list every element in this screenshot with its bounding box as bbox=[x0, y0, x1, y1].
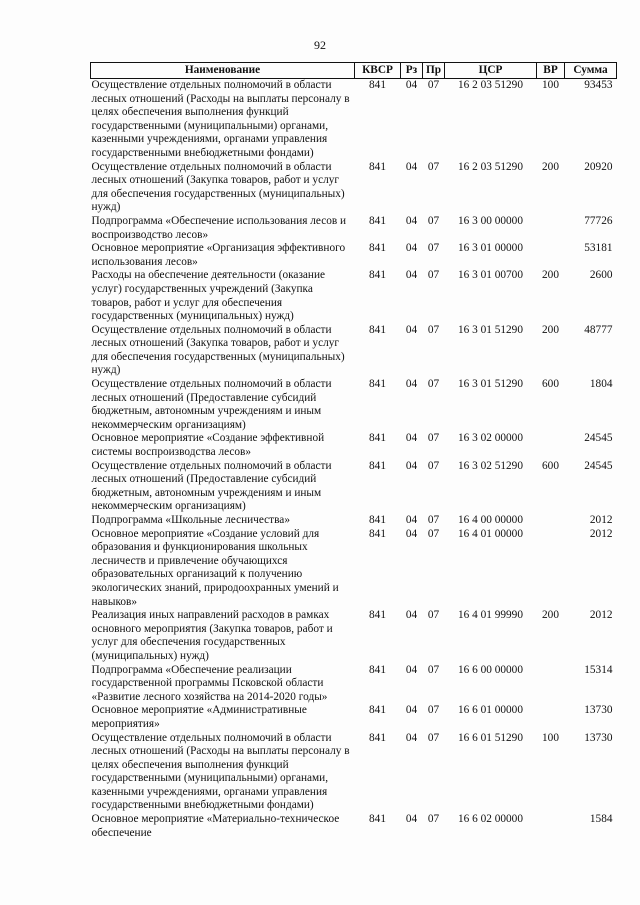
cell-name: Основное мероприятие «Административные мероприятия» bbox=[91, 704, 307, 730]
cell-vr bbox=[537, 432, 565, 459]
cell-kvsr: 841 bbox=[369, 459, 386, 472]
table-header bbox=[91, 63, 617, 79]
budget-table bbox=[90, 62, 617, 840]
cell-pr: 07 bbox=[427, 704, 440, 717]
cell-pr: 07 bbox=[427, 378, 440, 391]
cell-pr: 07 bbox=[427, 459, 440, 472]
cell-rz: 04 bbox=[405, 323, 418, 336]
cell-pr: 07 bbox=[427, 79, 440, 91]
cell-kvsr: 841 bbox=[369, 378, 386, 391]
cell-kvsr: 841 bbox=[369, 242, 386, 255]
cell-sum: 15314 bbox=[584, 663, 613, 676]
cell-sum: 13730 bbox=[584, 704, 613, 717]
cell-kvsr: 841 bbox=[369, 514, 386, 526]
cell-name: Осуществление отдельных полномочий в области лесных отношений (Закупка товаров, работ и услуг для обеспечения государственных (муниципальных) нужд) bbox=[91, 323, 345, 377]
cell-kvsr: 841 bbox=[369, 323, 386, 336]
cell-kvsr: 841 bbox=[369, 269, 386, 282]
cell-rz: 04 bbox=[405, 459, 418, 472]
cell-name: Реализация иных направлений расходов в рамках основного мероприятия (Закупка товаров, работ и услуг для обеспечения государственных (муниципальных) нужд) bbox=[91, 609, 333, 662]
cell-name: Основное мероприятие «Организация эффективного использования лесов» bbox=[91, 242, 346, 268]
cell-pr: 07 bbox=[427, 663, 440, 676]
cell-csr: 16 4 01 00000 bbox=[458, 527, 523, 540]
cell-sum: 1804 bbox=[589, 378, 613, 391]
cell-csr: 16 3 01 51290 bbox=[458, 378, 523, 391]
header-row bbox=[91, 63, 617, 79]
cell-kvsr: 841 bbox=[369, 731, 386, 744]
cell-pr: 07 bbox=[427, 432, 440, 445]
cell-rz: 04 bbox=[405, 527, 418, 540]
cell-kvsr: 841 bbox=[369, 609, 386, 622]
cell-sum: 93453 bbox=[584, 79, 613, 91]
cell-vr bbox=[537, 704, 565, 731]
cell-pr: 07 bbox=[427, 214, 440, 227]
cell-sum: 2600 bbox=[589, 269, 613, 282]
cell-sum: 1584 bbox=[589, 813, 613, 826]
cell-csr: 16 3 01 51290 bbox=[458, 323, 523, 336]
cell-pr: 07 bbox=[427, 609, 440, 622]
table-row bbox=[91, 528, 617, 610]
cell-vr: 100 bbox=[542, 731, 559, 744]
cell-sum: 2012 bbox=[589, 514, 613, 526]
table-row bbox=[91, 514, 617, 528]
cell-pr: 07 bbox=[427, 527, 440, 540]
cell-pr: 07 bbox=[427, 813, 440, 826]
cell-name: Осуществление отдельных полномочий в области лесных отношений (Расходы на выплаты персоналу в целях обеспечения выполнения функций государственными (муниципальными) органами, казенными учреждениями, органами управления государственными внебюджетными фондами) bbox=[91, 79, 350, 159]
cell-rz: 04 bbox=[405, 813, 418, 826]
cell-kvsr: 841 bbox=[369, 432, 386, 445]
table-row bbox=[91, 704, 617, 731]
cell-name: Основное мероприятие «Материально-техническое обеспечение bbox=[91, 813, 340, 839]
cell-name: Осуществление отдельных полномочий в области лесных отношений (Предоставление субсидий бюджетным, автономным учреждениям и иным некоммерческим организациям) bbox=[91, 378, 332, 431]
cell-sum: 13730 bbox=[584, 731, 613, 744]
table-row bbox=[91, 460, 617, 514]
cell-name: Осуществление отдельных полномочий в области лесных отношений (Предоставление субсидий бюджетным, автономным учреждениям и иным некоммерческим организациям) bbox=[91, 459, 332, 513]
cell-rz: 04 bbox=[405, 731, 418, 744]
cell-rz: 04 bbox=[405, 79, 418, 91]
cell-sum: 77726 bbox=[584, 214, 613, 227]
table-row bbox=[91, 378, 617, 432]
cell-sum: 24545 bbox=[584, 432, 613, 445]
cell-csr: 16 6 01 51290 bbox=[458, 731, 523, 744]
cell-vr bbox=[537, 514, 565, 528]
cell-vr: 200 bbox=[542, 160, 559, 173]
cell-vr bbox=[537, 242, 565, 269]
cell-rz: 04 bbox=[405, 704, 418, 717]
table-row bbox=[91, 432, 617, 459]
header-pr: Пр bbox=[423, 63, 445, 79]
cell-name: Основное мероприятие «Создание эффективной системы воспроизводства лесов» bbox=[91, 432, 325, 459]
table-row bbox=[91, 609, 617, 663]
cell-pr: 07 bbox=[427, 731, 440, 744]
table-row bbox=[91, 215, 617, 242]
table-row bbox=[91, 732, 617, 814]
cell-vr bbox=[537, 813, 565, 840]
cell-vr: 200 bbox=[542, 323, 559, 336]
cell-csr: 16 3 02 00000 bbox=[458, 432, 523, 445]
cell-csr: 16 3 01 00000 bbox=[458, 242, 523, 255]
cell-vr bbox=[537, 528, 565, 610]
cell-pr: 07 bbox=[427, 269, 440, 282]
header-sum: Сумма bbox=[565, 63, 617, 79]
cell-pr: 07 bbox=[427, 323, 440, 336]
cell-name: Осуществление отдельных полномочий в области лесных отношений (Закупка товаров, работ и услуг для обеспечения государственных (муниципальных) нужд) bbox=[91, 160, 345, 214]
cell-rz: 04 bbox=[405, 269, 418, 282]
table-row bbox=[91, 813, 617, 840]
header-rz: Рз bbox=[401, 63, 423, 79]
cell-kvsr: 841 bbox=[369, 79, 386, 91]
cell-kvsr: 841 bbox=[369, 214, 386, 227]
cell-name: Подпрограмма «Обеспечение использования лесов и воспроизводство лесов» bbox=[91, 214, 347, 241]
cell-rz: 04 bbox=[405, 214, 418, 227]
cell-csr: 16 6 00 00000 bbox=[458, 663, 523, 676]
cell-kvsr: 841 bbox=[369, 663, 386, 676]
cell-vr bbox=[537, 664, 565, 705]
cell-sum: 53181 bbox=[584, 242, 613, 255]
table-row bbox=[91, 324, 617, 378]
table-row bbox=[91, 79, 617, 161]
cell-csr: 16 6 02 00000 bbox=[458, 813, 523, 826]
cell-rz: 04 bbox=[405, 378, 418, 391]
cell-rz: 04 bbox=[405, 432, 418, 445]
cell-kvsr: 841 bbox=[369, 160, 386, 173]
cell-name: Расходы на обеспечение деятельности (оказание услуг) государственных учреждений (Закупка товаров, работ и услуг для обеспечения государственных (муниципальных) нужд) bbox=[91, 269, 326, 323]
cell-name: Осуществление отдельных полномочий в области лесных отношений (Расходы на выплаты персоналу в целях обеспечения выполнения функций государственными (муниципальными) органами, казенными учреждениями, органами управления государственными внебюджетными фондами) bbox=[91, 731, 350, 812]
header-vr: ВР bbox=[537, 63, 565, 79]
cell-csr: 16 6 01 00000 bbox=[458, 704, 523, 717]
cell-vr: 600 bbox=[542, 459, 559, 472]
cell-rz: 04 bbox=[405, 514, 418, 526]
table-body bbox=[91, 79, 617, 841]
cell-sum: 24545 bbox=[584, 459, 613, 472]
cell-kvsr: 841 bbox=[369, 527, 386, 540]
cell-sum: 48777 bbox=[584, 323, 613, 336]
cell-vr: 200 bbox=[542, 269, 559, 282]
cell-csr: 16 2 03 51290 bbox=[458, 160, 523, 173]
table-row bbox=[91, 269, 617, 323]
cell-name: Основное мероприятие «Создание условий для образования и функционирования школьных лесничеств и привлечение обучающихся образовательных организаций к получению экологических знаний, природоохранных умений и навыков» bbox=[91, 527, 339, 608]
table-row bbox=[91, 242, 617, 269]
cell-vr bbox=[537, 215, 565, 242]
cell-vr: 200 bbox=[542, 609, 559, 622]
cell-csr: 16 4 01 99990 bbox=[458, 609, 523, 622]
cell-pr: 07 bbox=[427, 514, 440, 526]
table-row bbox=[91, 664, 617, 705]
cell-vr: 600 bbox=[542, 378, 559, 391]
table-row bbox=[91, 161, 617, 215]
page-number: 92 bbox=[314, 38, 326, 52]
cell-sum: 2012 bbox=[589, 527, 613, 540]
cell-pr: 07 bbox=[427, 160, 440, 173]
cell-vr: 100 bbox=[542, 79, 559, 91]
cell-rz: 04 bbox=[405, 663, 418, 676]
cell-sum: 20920 bbox=[584, 160, 613, 173]
cell-csr: 16 3 02 51290 bbox=[458, 459, 523, 472]
cell-csr: 16 4 00 00000 bbox=[458, 514, 523, 526]
cell-csr: 16 3 01 00700 bbox=[458, 269, 523, 282]
cell-pr: 07 bbox=[427, 242, 440, 255]
cell-sum: 2012 bbox=[589, 609, 613, 622]
cell-kvsr: 841 bbox=[369, 704, 386, 717]
cell-csr: 16 2 03 51290 bbox=[458, 79, 523, 91]
cell-rz: 04 bbox=[405, 160, 418, 173]
cell-name: Подпрограмма «Школьные лесничества» bbox=[91, 514, 290, 526]
cell-csr: 16 3 00 00000 bbox=[458, 214, 523, 227]
cell-name: Подпрограмма «Обеспечение реализации государственной программы Псковской области «Развитие лесного хозяйства на 2014-2020 годы» bbox=[91, 663, 328, 703]
header-name: Наименование bbox=[91, 63, 355, 79]
header-kvsr: КВСР bbox=[355, 63, 401, 79]
header-csr: ЦСР bbox=[445, 63, 537, 79]
cell-rz: 04 bbox=[405, 242, 418, 255]
cell-rz: 04 bbox=[405, 609, 418, 622]
cell-kvsr: 841 bbox=[369, 813, 386, 826]
